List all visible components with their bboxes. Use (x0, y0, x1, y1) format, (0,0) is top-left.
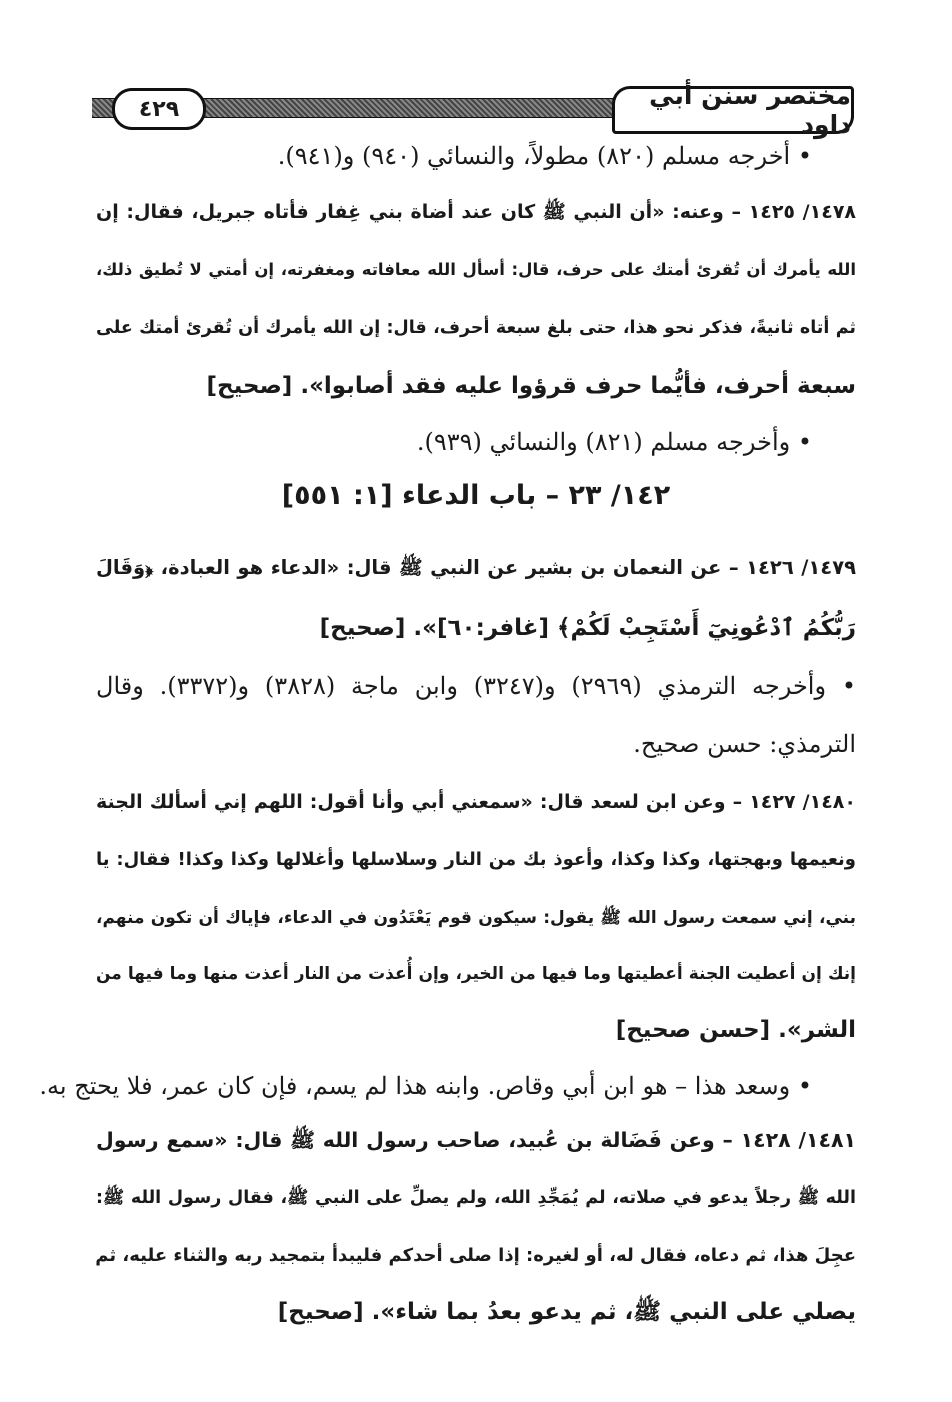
hadith-line: الله ﷺ رجلاً يدعو في صلاته، لم يُمَجِّدِ الله، ولم يصلِّ على النبي ﷺ، فقال رسول الله ﷺ: (96, 1188, 856, 1208)
footnote-line: • وسعد هذا – هو ابن أبي وقاص. وابنه هذا لم يسم، فإن كان عمر، فلا يحتج به. (39, 1072, 812, 1100)
hadith-line: ونعيمها وبهجتها، وكذا وكذا، وأعوذ بك من النار وسلاسلها وأغلالها وكذا وكذا! فقال: يا (96, 849, 856, 870)
page-header (92, 81, 854, 139)
hadith-line: إنك إن أعطيت الجنة أعطيتها وما فيها من الخير، وإن أُعذت من النار أعذت منها وما فيها من (96, 964, 856, 984)
hadith-line: يصلي على النبي ﷺ، ثم يدعو بعدُ بما شاء». [صحيح] (277, 1299, 856, 1325)
hadith-line: ١٤٧٩/ ١٤٢٦ – عن النعمان بن بشير عن النبي ﷺ قال: «الدعاء هو العبادة، ﴿وَقَالَ (96, 556, 856, 579)
hadith-line: ثم أتاه ثانيةً، فذكر نحو هذا، حتى بلغ سبعة أحرف، قال: إن الله يأمرك أن تُقرئ أمتك على (96, 318, 856, 338)
hadith-line: الله يأمرك أن تُقرئ أمتك على حرف، قال: أسأل الله معافاته ومغفرته، إن أمتي لا تُطيق ذلك، (96, 260, 856, 279)
footnote-line: الترمذي: حسن صحيح. (633, 730, 856, 758)
hadith-line: ١٤٨٠/ ١٤٢٧ – وعن ابن لسعد قال: «سمعني أبي وأنا أقول: اللهم إني أسألك الجنة (96, 791, 856, 813)
hadith-line: سبعة أحرف، فأيُّما حرف قرؤوا عليه فقد أصابوا». [صحيح] (206, 373, 856, 399)
hadith-line: الشر». [حسن صحيح] (615, 1017, 856, 1043)
hadith-line: ١٤٨١/ ١٤٢٨ – وعن فَضَالة بن عُبيد، صاحب رسول الله ﷺ قال: «سمع رسول (96, 1128, 857, 1152)
chapter-heading: ١٤٢/ ٢٣ – باب الدعاء [١: ٥٥١] (281, 480, 671, 511)
footnote-line: • أخرجه مسلم (٨٢٠) مطولاً، والنسائي (٩٤٠) و(٩٤١). (277, 142, 812, 170)
page-number: ٤٢٩ (112, 88, 206, 130)
footnote-line: • وأخرجه الترمذي (٢٩٦٩) و(٣٢٤٧) وابن ماجة (٣٨٢٨) و(٣٣٧٢). وقال (96, 672, 856, 700)
hadith-line: بني، إني سمعت رسول الله ﷺ يقول: سيكون قوم يَعْتَدُون في الدعاء، فإياك أن تكون منهم، (96, 908, 856, 928)
book-title: مختصر سنن أبي داود (612, 86, 854, 134)
hadith-line: ١٤٧٨/ ١٤٢٥ – وعنه: «أن النبي ﷺ كان عند أضاة بني غِفار فأتاه جبريل، فقال: إن (96, 201, 857, 223)
hadith-line: عجِلَ هذا، ثم دعاه، فقال له، أو لغيره: إذا صلى أحدكم فليبدأ بتمجيد ربه والثناء عليه، ثم (95, 1245, 856, 1266)
footnote-line: • وأخرجه مسلم (٨٢١) والنسائي (٩٣٩). (416, 428, 812, 456)
hadith-line: رَبُّكُمُ ٱدْعُونِيٓ أَسْتَجِبْ لَكُمْ﴾ [غافر:٦٠]». [صحيح] (319, 615, 856, 641)
